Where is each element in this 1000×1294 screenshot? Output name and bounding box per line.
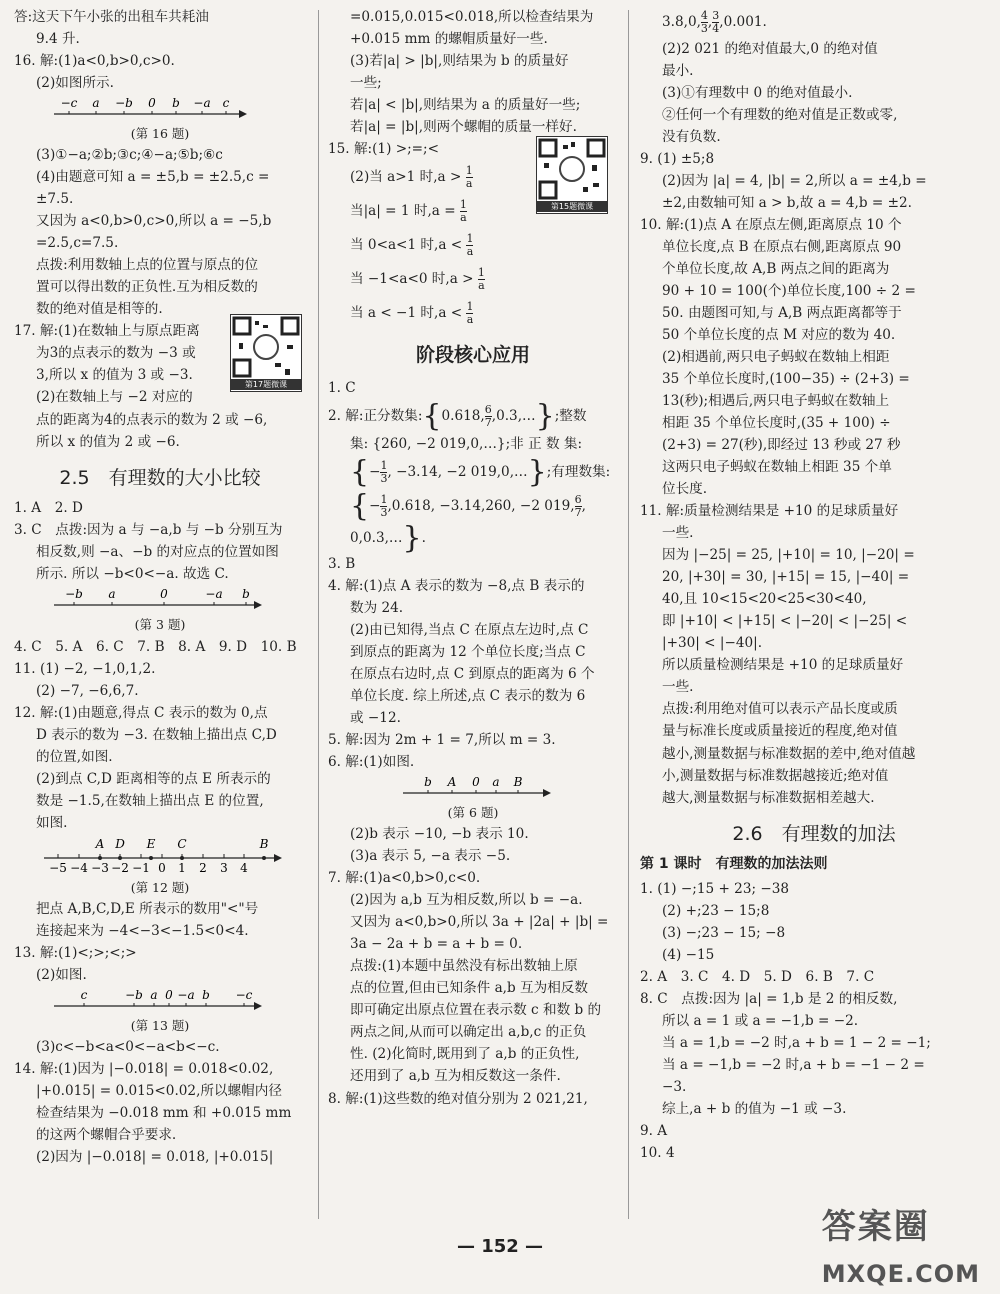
text-line: 15. 解:(1) >;=;< [328, 141, 440, 158]
text-line: ±7.5. [36, 191, 74, 208]
text-line: 所以质量检测结果是 +10 的足球质量好 [662, 657, 904, 674]
text-line: 17. 解:(1)在数轴上与原点距离 [14, 323, 200, 340]
figure-caption: (第 12 题) [130, 879, 190, 895]
tick-label: a [92, 96, 100, 111]
column-3 [640, 6, 988, 1164]
text-line: 一些. [662, 679, 694, 696]
fraction: $\frac{3}{4}$ [712, 8, 720, 35]
tick-label: 3 [220, 860, 228, 875]
tick-label: −b [65, 587, 83, 602]
text-line: 数为 24. [350, 599, 404, 616]
text-line: 0,0.3,…}. [350, 522, 426, 553]
tick-label: b [424, 775, 432, 790]
text-line: 检查结果为 −0.018 mm 和 +0.015 mm [36, 1105, 292, 1122]
tick-label: a [492, 775, 500, 790]
text-line: 到原点的距离为 12 个单位长度;当点 C [350, 643, 586, 660]
text-line: (3)①有理数中 0 的绝对值最小. [662, 85, 853, 102]
text-line: 相距 35 个单位长度时,(35 + 100) ÷ [662, 415, 891, 432]
column-2 [328, 6, 618, 1110]
tick-label: −5 [49, 860, 67, 875]
column-divider [318, 10, 319, 1219]
text-line: (2+3) = 27(秒),即经过 13 秒或 27 秒 [662, 437, 901, 454]
text-line: 单位长度,点 B 在原点右侧,距离原点 90 [662, 239, 902, 256]
text-line: 两点之间,从而可以确定出 a,b,c 的正负 [350, 1024, 587, 1041]
text-line: 50 个单位长度的点 M 对应的数为 40. [662, 327, 896, 344]
number-line-6 [328, 775, 588, 801]
tick-label: 0 [158, 860, 166, 875]
text-line: 位长度. [662, 481, 708, 498]
text-line: 集: {260, −2 019,0,…};非 正 数 集: [350, 435, 583, 452]
text-line: 9. (1) ±5;8 [640, 151, 715, 168]
text-line: 数的绝对值是相等的. [36, 301, 163, 318]
text-line: 40,且 10<15<20<25<30<40, [662, 591, 867, 608]
tick-label: −3 [91, 860, 109, 875]
tick-label: A [447, 775, 457, 790]
text-line: 把点 A,B,C,D,E 所表示的数用"<"号 [36, 901, 259, 917]
text-line: (2)如图所示. [36, 75, 114, 92]
text-line: 5. 解:因为 2m + 1 = 7,所以 m = 3. [328, 732, 556, 749]
section-heading: 阶段核心应用 [415, 344, 530, 367]
tip-text: 点拨:利用绝对值可以表示产品长度或质 [662, 701, 898, 718]
text-line: (2)相遇前,两只电子蚂蚁在数轴上相距 [662, 349, 890, 366]
text-line: 越小,测量数据与标准数据的差中,绝对值越 [662, 745, 916, 762]
text-line: 13. 解:(1)<;>;<;> [14, 945, 137, 962]
tick-label: a [108, 587, 116, 602]
text-line: (2) −7, −6,6,7. [36, 682, 139, 699]
text-line: −3. [662, 1079, 687, 1096]
text-line: 若|a| = |b|,则两个螺帽的质量一样好. [350, 119, 577, 136]
point-label: C [177, 836, 187, 851]
text-line: 当 −1<a<0 时,a > $\frac{1}{a}$ [350, 266, 485, 293]
qr-code-17[interactable] [230, 314, 302, 392]
text-line: 9.4 升. [36, 31, 80, 48]
figure-caption: (第 6 题) [447, 805, 499, 821]
text-line: 当 0<a<1 时,a < $\frac{1}{a}$ [350, 232, 474, 259]
text-line: (3)①−a;②b;③c;④−a;⑤b;⑥c [36, 147, 223, 164]
text-line: (2)2 021 的绝对值最大,0 的绝对值 [662, 41, 878, 57]
text-line: 还用到了 a,b 互为相反数这一条件. [350, 1068, 561, 1085]
tick-label: a [150, 988, 158, 1003]
text-line: 35 个单位长度时,(100−35) ÷ (2+3) = [662, 371, 910, 388]
text-line: 单位长度. 综上所述,点 C 表示的数为 6 [350, 688, 586, 704]
text-line: (2)在数轴上与 −2 对应的 [36, 389, 193, 406]
text-line: 最小. [662, 63, 694, 80]
figure-caption: (第 16 题) [130, 126, 190, 142]
text-line: 2. A 3. C 4. D 5. D 6. B 7. C [640, 969, 875, 986]
text-line: 若|a| < |b|,则结果为 a 的质量好一些; [350, 97, 581, 114]
text-line: 这两只电子蚂蚁在数轴上相距 35 个单 [662, 459, 892, 476]
fraction: $\frac{6}{7}$ [574, 492, 582, 519]
text-line: 或 −12. [350, 710, 401, 727]
text-line: |+0.015| = 0.015<0.02,所以螺帽内径 [36, 1083, 282, 1100]
fraction: $\frac{1}{a}$ [466, 232, 474, 259]
tick-label: c [222, 96, 230, 111]
watermark-text: 答案圈 [821, 1207, 930, 1247]
tick-label: 0 [472, 775, 480, 790]
text-line: 又因为 a<0,b>0,所以 3a + |2a| + |b| = [350, 914, 609, 931]
text-line: 为3的点表示的数为 −3 或 [36, 345, 196, 362]
text-line: 14. 解:(1)因为 |−0.018| = 0.018<0.02, [14, 1061, 274, 1078]
tick-label: −a [205, 587, 223, 602]
figure-caption: (第 13 题) [130, 1018, 190, 1034]
text-line: D 表示的数为 −3. 在数轴上描出点 C,D [36, 726, 277, 743]
tip-text: 点拨:(1)本题中虽然没有标出数轴上原 [350, 958, 578, 975]
tick-label: −a [193, 96, 211, 111]
text-line: 答:这天下午小张的出租车共耗油 [14, 9, 209, 25]
text-line: 当 a < −1 时,a < $\frac{1}{a}$ [350, 300, 474, 327]
fraction: $\frac{4}{3}$ [700, 8, 708, 35]
text-line: 综上,a + b 的值为 −1 或 −3. [662, 1101, 847, 1118]
text-line: (2)b 表示 −10, −b 表示 10. [350, 826, 529, 843]
tick-label: −b [125, 988, 143, 1003]
tick-label: 0 [165, 988, 173, 1003]
text-line: 即 |+10| < |+15| < |−20| < |−25| < [662, 613, 908, 630]
text-line: (3)c<−b<a<0<−a<b<−c. [36, 1039, 220, 1056]
text-line: 3.8,0, $\frac{4}{3}$ , $\frac{3}{4}$ ,0.001. [662, 8, 767, 35]
text-line: 7. 解:(1)a<0,b>0,c<0. [328, 870, 481, 887]
text-line: 4. 解:(1)点 A 表示的数为 −8,点 B 表示的 [328, 577, 585, 594]
text-line: (3)a 表示 5, −a 表示 −5. [350, 848, 511, 865]
number-line-16 [14, 96, 274, 122]
fraction: $\frac{1}{a}$ [465, 164, 473, 191]
text-line: 8. 解:(1)这些数的绝对值分别为 2 021,21, [328, 1090, 588, 1107]
text-line: (2) +;23 − 15;8 [662, 903, 770, 919]
text-line: 量与标准长度或质量接近的程度,绝对值 [662, 723, 898, 740]
text-line: 1. C [328, 379, 356, 396]
text-line: (4) −15 [662, 947, 715, 964]
tick-label: c [80, 988, 88, 1003]
text-line: =2.5,c=7.5. [36, 235, 119, 252]
qr-code-15[interactable] [536, 136, 608, 214]
figure-caption: (第 3 题) [134, 617, 186, 633]
text-line: 13(秒);相遇后,两只电子蚂蚁在数轴上 [662, 393, 890, 410]
tick-label: −2 [111, 860, 129, 875]
text-line: (3) −;23 − 15; −8 [662, 925, 786, 942]
fraction: $\frac{1}{3}$ [380, 458, 388, 485]
text-line: 3. C 点拨:因为 a 与 −a,b 与 −b 分别互为 [14, 522, 283, 539]
text-line: 的这两个螺帽合乎要求. [36, 1127, 177, 1144]
point-label: E [146, 836, 156, 851]
text-line: (2)因为 |a| = 4, |b| = 2,所以 a = ±4,b = [662, 173, 927, 190]
text-line: 90 + 10 = 100(个)单位长度,100 ÷ 2 = [662, 283, 916, 300]
subsection-heading: 第 1 课时 有理数的加法法则 [640, 856, 828, 873]
tick-label: 1 [178, 860, 186, 875]
tick-label: −1 [132, 860, 150, 875]
watermark-url: MXQE.COM [821, 1260, 980, 1289]
qr-code-icon [231, 315, 301, 379]
text-line: 个单位长度,故 A,B 两点之间的距离为 [662, 261, 890, 278]
text-line: 当 a = 1,b = −2 时,a + b = 1 − 2 = −1; [662, 1035, 931, 1052]
number-line-12 [14, 836, 284, 876]
text-line: 3,所以 x 的值为 3 或 −3. [36, 367, 193, 384]
text-line: 2. 解:正分数集:{0.618, $\frac{6}{7}$ ,0.3,…};整数 [328, 398, 587, 433]
watermark-logo [822, 1200, 980, 1294]
text-line: 一些. [662, 525, 694, 542]
text-line: 置可以得出数的正负性.互为相反数的 [36, 279, 258, 296]
tick-label: −c [235, 988, 253, 1003]
tip-text: 点拨:利用数轴上点的位置与原点的位 [36, 257, 259, 274]
text-line: 如图. [36, 814, 68, 831]
text-line: 因为 |−25| = 25, |+10| = 10, |−20| = [662, 547, 915, 564]
text-line: 20, |+30| = 30, |+15| = 15, |−40| = [662, 569, 910, 586]
text-line: 11. 解:质量检测结果是 +10 的足球质量好 [640, 503, 899, 520]
tick-label: −a [177, 988, 195, 1003]
text-line: 4. C 5. A 6. C 7. B 8. A 9. D 10. B [14, 638, 297, 655]
fraction: $\frac{1}{a}$ [477, 266, 485, 293]
text-line: 10. 解:(1)点 A 在原点左侧,距离原点 10 个 [640, 217, 902, 234]
text-line: 数是 −1.5,在数轴上描出点 E 的位置, [36, 792, 264, 809]
tick-label: 0 [148, 96, 156, 111]
text-line: 6. 解:(1)如图. [328, 754, 415, 771]
text-line: 没有负数. [662, 129, 721, 146]
number-line-3 [14, 587, 274, 613]
text-line: 点的距离为4的点表示的数为 2 或 −6, [36, 411, 268, 428]
text-line: 12. 解:(1)由题意,得点 C 表示的数为 0,点 [14, 704, 268, 721]
text-line: (3)若|a| > |b|,则结果为 b 的质量好 [350, 53, 569, 70]
fraction: $\frac{1}{3}$ [380, 492, 388, 519]
qr-label: 第15题微课 [537, 201, 607, 212]
text-line: 50. 由题图可知,与 A,B 两点距离都等于 [662, 305, 902, 322]
text-line: 越大,测量数据与标准数据相差越大. [662, 789, 875, 806]
number-line-ticks [61, 96, 230, 114]
text-line: 9. A [640, 1123, 668, 1140]
page-number: — 152 — [456, 1236, 544, 1257]
fraction: $\frac{1}{a}$ [466, 300, 474, 327]
text-line: (2)由已知得,当点 C 在原点左边时,点 C [350, 621, 589, 638]
point-label: A [95, 836, 105, 851]
text-line: 在原点右边时,点 C 到原点的距离为 6 个 [350, 665, 595, 682]
tick-label: −4 [70, 860, 88, 875]
text-line: 又因为 a<0,b>0,c>0,所以 a = −5,b [36, 213, 272, 230]
tick-label: 2 [199, 860, 207, 875]
tick-label: b [242, 587, 250, 602]
tick-label: 4 [240, 860, 248, 875]
text-line: 1. (1) −;15 + 23; −38 [640, 880, 790, 897]
text-line: 8. C 点拨:因为 |a| = 1,b 是 2 的相反数, [640, 991, 898, 1008]
point-label: D [115, 836, 125, 851]
text-line: {− $\frac{1}{3}$ , −3.14, −2 019,0,…};有理数集: [350, 454, 611, 489]
text-line: (2)因为 |−0.018| = 0.018, |+0.015| [36, 1149, 274, 1166]
text-line: 当|a| = 1 时,a = $\frac{1}{a}$ [350, 198, 467, 225]
text-line: (4)由题意可知 a = ±5,b = ±2.5,c = [36, 169, 270, 186]
number-line-13 [14, 988, 274, 1014]
text-line: |+30| < |−40|. [662, 635, 763, 652]
text-line: 3. B [328, 555, 356, 572]
tick-label: −c [60, 96, 78, 111]
text-line: 10. 4 [640, 1145, 675, 1162]
text-line: 1. A 2. D [14, 500, 83, 517]
fraction: $\frac{6}{7}$ [484, 402, 492, 429]
text-line: 的位置,如图. [36, 748, 113, 765]
text-line: ±2,由数轴可知 a > b,故 a = 4,b = ±2. [662, 195, 912, 212]
text-line: 一些; [350, 75, 382, 92]
text-line: (2)因为 a,b 互为相反数,所以 b = −a. [350, 892, 583, 909]
tick-label: b [202, 988, 210, 1003]
text-line: ②任何一个有理数的绝对值是正数或零, [662, 107, 898, 124]
tick-label: 0 [160, 587, 168, 602]
text-line: (2)当 a>1 时,a > $\frac{1}{a}$ [350, 164, 473, 191]
text-line: 所以 a = 1 或 a = −1,b = −2. [662, 1013, 859, 1030]
fraction: $\frac{1}{a}$ [459, 198, 467, 225]
text-line: 相反数,则 −a、−b 的对应点的位置如图 [36, 544, 279, 561]
text-line: 所以 x 的值为 2 或 −6. [36, 433, 180, 450]
text-line: 所示. 所以 −b<0<−a. 故选 C. [36, 566, 229, 583]
text-line: +0.015 mm 的螺帽质量好一些. [350, 31, 548, 48]
text-line: 11. (1) −2, −1,0,1,2. [14, 660, 156, 677]
text-line: 小,测量数据与标准数据越接近;绝对值 [662, 767, 889, 784]
text-line: =0.015,0.015<0.018,所以检查结果为 [350, 9, 594, 25]
tick-label: B [513, 775, 523, 790]
text-line: 点的位置,但由已知条件 a,b 互为相反数 [350, 980, 588, 997]
text-line: {− $\frac{1}{3}$ ,0.618, −3.14,260, −2 019, $\frac{6}{7}$ , [350, 488, 586, 523]
text-line: 16. 解:(1)a<0,b>0,c>0. [14, 53, 175, 70]
text-line: (2)如图. [36, 967, 87, 984]
column-divider [628, 10, 629, 1219]
qr-label: 第17题微课 [231, 379, 301, 390]
text-line: 当 a = −1,b = −2 时,a + b = −1 − 2 = [662, 1057, 925, 1074]
text-line: 即可确定出原点位置在表示数 c 和数 b 的 [350, 1002, 602, 1019]
text-line: 连接起来为 −4<−3<−1.5<0<4. [36, 923, 249, 940]
section-heading: 2.5 有理数的大小比较 [59, 466, 261, 489]
tick-label: −b [115, 96, 133, 111]
tick-label: b [172, 96, 180, 111]
point-label: B [259, 836, 269, 851]
column-1 [14, 6, 306, 1168]
text-line: 性. (2)化简时,既用到了 a,b 的正负性, [350, 1046, 580, 1063]
section-heading: 2.6 有理数的加法 [732, 822, 896, 845]
text-line: 3a − 2a + b = a + b = 0. [350, 936, 523, 953]
text-line: (2)到点 C,D 距离相等的点 E 所表示的 [36, 770, 271, 787]
qr-code-icon [537, 137, 607, 201]
